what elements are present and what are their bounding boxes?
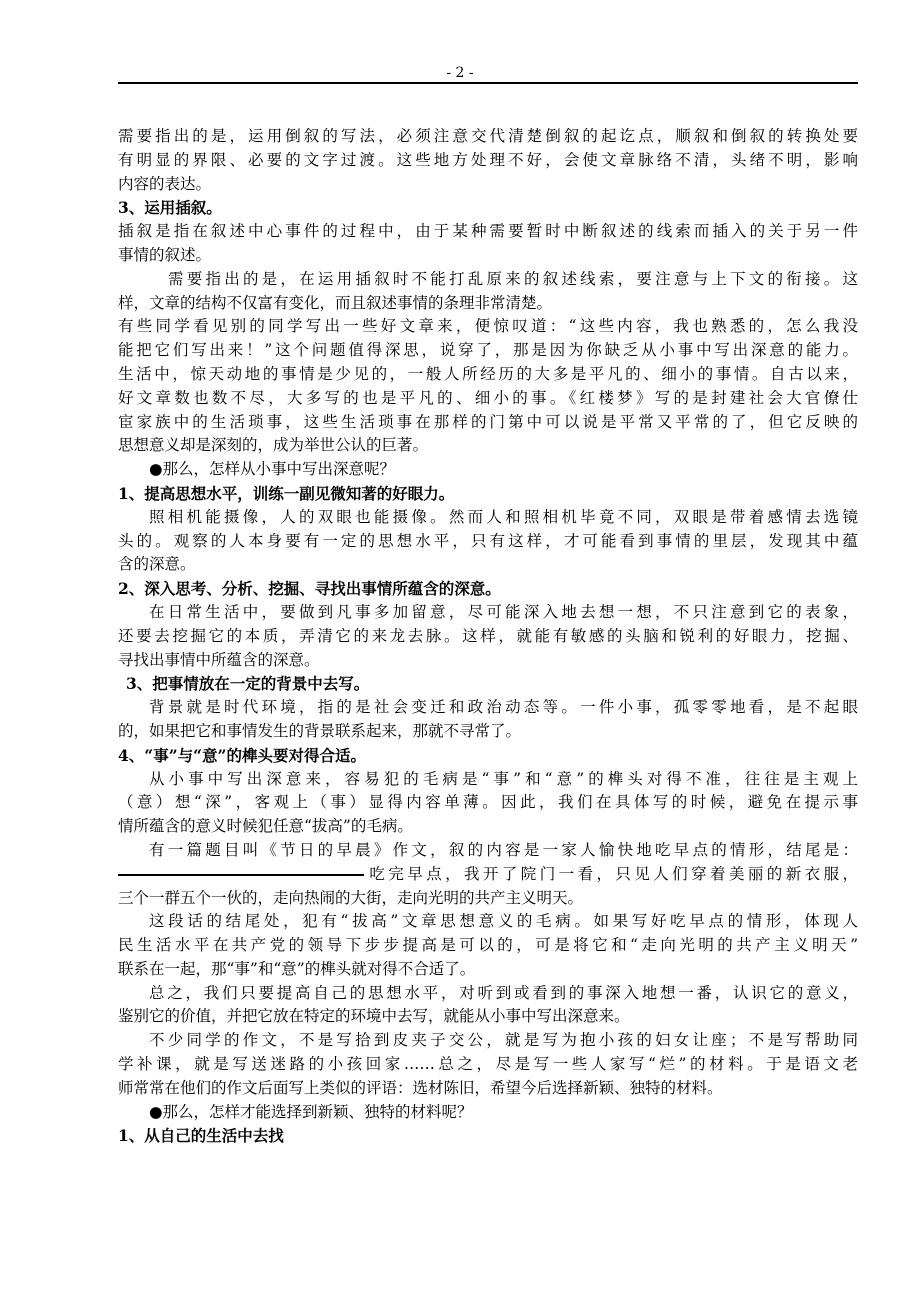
text-line: 事情的叙述。 bbox=[118, 245, 212, 264]
text-line: 学补课，就是写送迷路的小孩回家……总之，尽是写一些人家写“烂”的材料。于是语文老 bbox=[118, 1055, 858, 1074]
question-line: ●那么，怎样才能选择到新颖、独特的材料呢？ bbox=[149, 1102, 473, 1121]
text-line: 在日常生活中，要做到凡事多加留意，尽可能深入地去想一想，不只注意到它的表象， bbox=[149, 602, 858, 621]
section-heading: 3、把事情放在一定的背景中去写。 bbox=[126, 674, 370, 694]
text-line: 有些同学看见别的同学写出一些好文章来，便惊叹道：“这些内容，我也熟悉的，怎么我没 bbox=[118, 317, 858, 336]
section-heading: 4、“事”与“意”的榫头要对得合适。 bbox=[118, 745, 366, 765]
text-line-content: 吃完早点，我开了院门一看，只见人们穿着美丽的新衣服， bbox=[366, 864, 858, 883]
text-line: 照相机能摄像，人的双眼也能摄像。然而人和照相机毕竟不同，双眼是带着感情去选镜 bbox=[149, 507, 858, 526]
text-line: 宦家族中的生活琐事，这些生活琐事在那样的门第中可以说是平常又平常的了，但它反映的 bbox=[118, 412, 858, 431]
text-line: 总之，我们只要提高自己的思想水平，对听到或看到的事深入地想一番，认识它的意义， bbox=[149, 983, 858, 1002]
text-line: 含的深意。 bbox=[118, 555, 196, 574]
text-line: 能把它们写出来！”这个问题值得深思，说穿了，那是因为你缺乏从小事中写出深意的能力。 bbox=[118, 341, 858, 360]
text-line: 内容的表达。 bbox=[118, 174, 212, 193]
document-body bbox=[118, 125, 858, 1148]
section-heading: 1、提高思想水平，训练一副见微知著的好眼力。 bbox=[118, 483, 455, 503]
text-line: 情所蕴含的意义时候犯任意“拔高”的毛病。 bbox=[118, 817, 413, 836]
page-number: - 2 - bbox=[446, 65, 474, 81]
section-heading: 3、运用插叙。 bbox=[118, 198, 222, 218]
text-line: 三个一群五个一伙的，走向热闹的大街，走向光明的共产主义明天。 bbox=[118, 888, 584, 907]
text-line: 寻找出事情中所蕴含的深意。 bbox=[118, 650, 320, 669]
section-heading: 2、深入思考、分析、挖掘、寻找出事情所蕴含的深意。 bbox=[118, 579, 501, 599]
text-line: 联系在一起，那“事”和“意”的榫头就对得不合适了。 bbox=[118, 959, 476, 978]
text-line: 不少同学的作文，不是写拾到皮夹子交公，就是写为抱小孩的妇女让座；不是写帮助同 bbox=[149, 1031, 858, 1050]
text-line: 民生活水平在共产党的领导下步步提高是可以的，可是将它和“走向光明的共产主义明天” bbox=[118, 936, 858, 955]
section-heading: 1、从自己的生活中去找 bbox=[118, 1126, 284, 1146]
text-line: 生活中，惊天动地的事情是少见的，一般人所经历的大多是平凡的、细小的事情。自古以来， bbox=[118, 364, 858, 383]
text-line: （意）想“深”，客观上（事）显得内容单薄。因此，我们在具体写的时候，避免在提示事 bbox=[118, 793, 858, 812]
text-line bbox=[118, 863, 858, 887]
text-line: 从小事中写出深意来，容易犯的毛病是“事”和“意”的榫头对得不准，往往是主观上 bbox=[149, 769, 858, 788]
text-line: 这段话的结尾处，犯有“拔高”文章思想意义的毛病。如果写好吃早点的情形，体现人 bbox=[149, 912, 858, 931]
text-line: 样，文章的结构不仅富有变化，而且叙述事情的条理非常清楚。 bbox=[118, 293, 553, 312]
text-line: 的，如果把它和事情发生的背景联系起来，那就不寻常了。 bbox=[118, 721, 522, 740]
text-line: 需要指出的是，运用倒叙的写法，必须注意交代清楚倒叙的起讫点，顺叙和倒叙的转换处要 bbox=[118, 127, 858, 145]
text-line: 头的。观察的人本身要有一定的思想水平，只有这样，才可能看到事情的里层，发现其中蕴 bbox=[118, 531, 858, 550]
header-divider bbox=[118, 82, 858, 84]
blank-underline bbox=[118, 874, 364, 876]
text-line: 思想意义却是深刻的，成为举世公认的巨著。 bbox=[118, 436, 429, 455]
text-line: 师常常在他们的作文后面写上类似的评语：选材陈旧，希望今后选择新颖、独特的材料。 bbox=[118, 1078, 723, 1097]
text-line: 鉴别它的价值，并把它放在特定的环境中去写，就能从小事中写出深意来。 bbox=[118, 1007, 630, 1026]
text-line: 背景就是时代环境，指的是社会变迁和政治动态等。一件小事，孤零零地看，是不起眼 bbox=[149, 698, 858, 717]
text-line: 还要去挖掘它的本质，弄清它的来龙去脉。这样，就能有敏感的头脑和锐利的好眼力，挖掘、 bbox=[118, 626, 858, 645]
text-line: 好文章数也数不尽，大多写的也是平凡的、细小的事。《红楼梦》写的是封建社会大官僚仕 bbox=[118, 388, 858, 407]
question-line: ●那么，怎样从小事中写出深意呢？ bbox=[149, 460, 396, 479]
text-line: 插叙是指在叙述中心事件的过程中，由于某种需要暂时中断叙述的线索而插入的关于另一件 bbox=[118, 222, 858, 241]
text-line: 有明显的界限、必要的文字过渡。这些地方处理不好，会使文章脉络不清，头绪不明，影响 bbox=[118, 150, 858, 169]
text-line: 有一篇题目叫《节日的早晨》作文，叙的内容是一家人愉快地吃早点的情形，结尾是： bbox=[149, 840, 858, 859]
text-line: 需要指出的是，在运用插叙时不能打乱原来的叙述线索，要注意与上下文的衔接。这 bbox=[168, 269, 858, 288]
